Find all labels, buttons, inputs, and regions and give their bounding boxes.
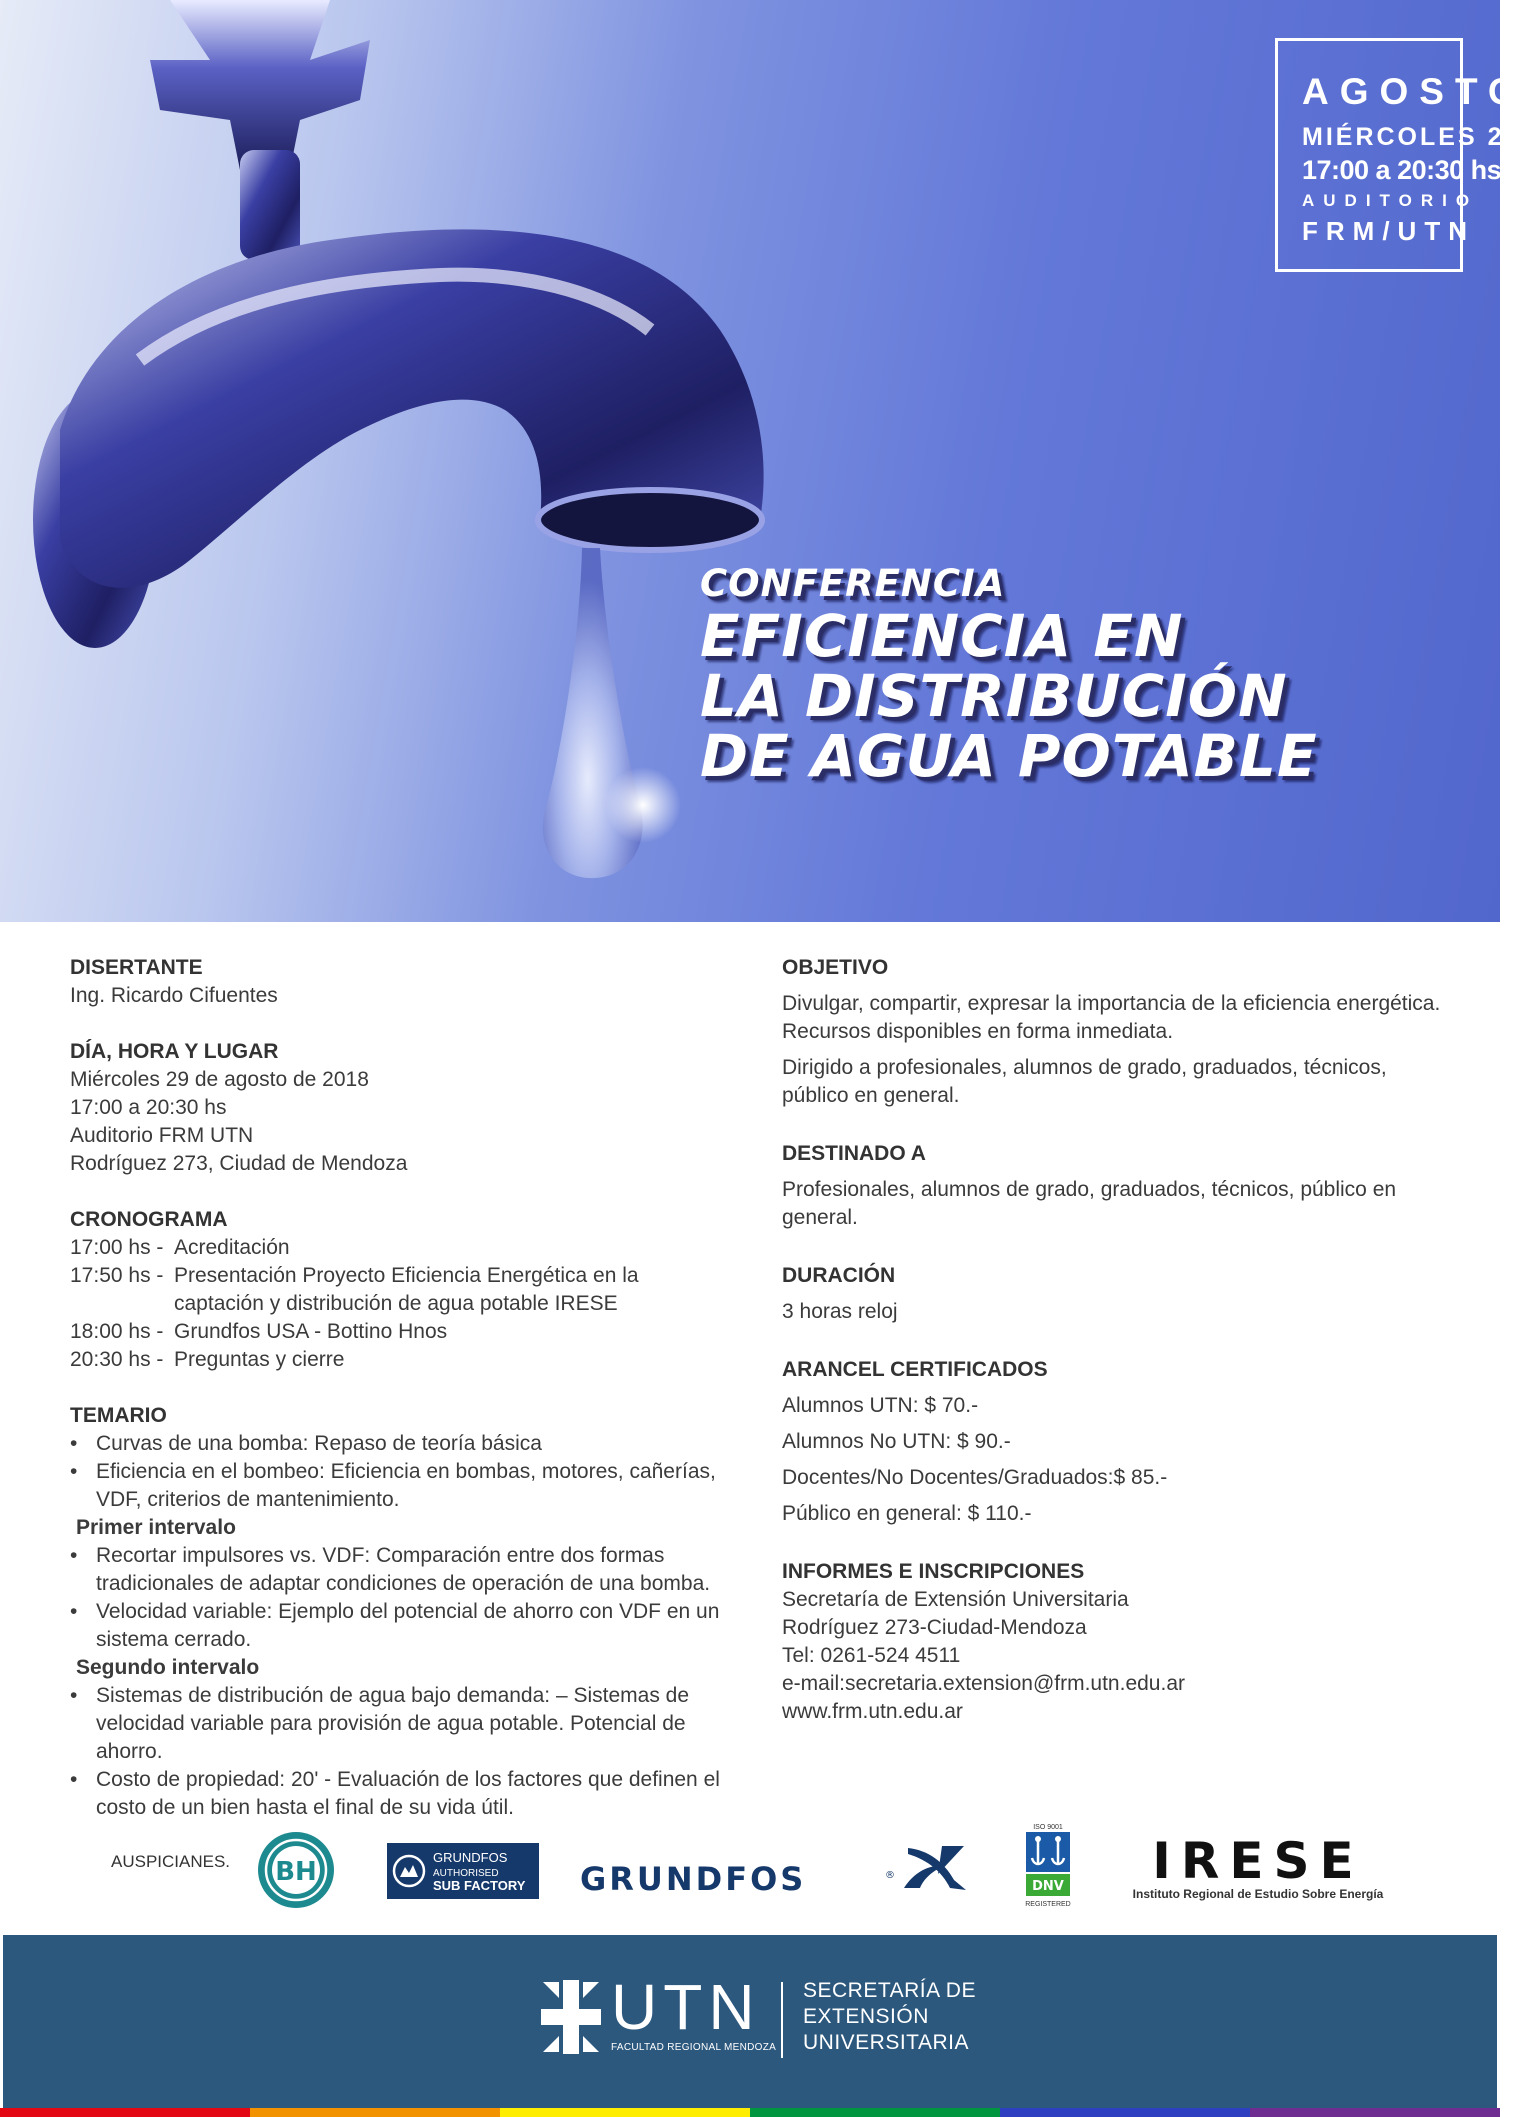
schedule-item bbox=[70, 1262, 720, 1318]
grundfos-logo bbox=[578, 1838, 970, 1900]
fee-item: Público en general: $ 110.- bbox=[782, 1502, 1032, 1525]
event-date-box bbox=[1275, 38, 1528, 272]
contact-phone: Tel: 0261-524 4511 bbox=[782, 1644, 961, 1667]
topics-list-2 bbox=[70, 1542, 720, 1654]
event-time: 17:00 a 20:30 hs bbox=[1302, 155, 1502, 185]
schedule-time: 18:00 hs - bbox=[70, 1320, 164, 1343]
break-label: Primer intervalo bbox=[76, 1516, 236, 1539]
event-month: AGOSTO bbox=[1302, 71, 1528, 112]
topics-section bbox=[70, 1402, 720, 1822]
schedule-time: 20:30 hs - bbox=[70, 1348, 164, 1371]
rainbow-segment bbox=[750, 2108, 1000, 2117]
audience-section bbox=[782, 1140, 1442, 1232]
duration-text: 3 horas reloj bbox=[782, 1300, 898, 1323]
speaker-section bbox=[70, 954, 720, 1010]
event-institution: FRM/UTN bbox=[1302, 216, 1475, 246]
when-where-line: Miércoles 29 de agosto de 2018 bbox=[70, 1068, 369, 1091]
registered-mark: ® bbox=[885, 1870, 895, 1881]
event-place: AUDITORIO bbox=[1302, 191, 1479, 210]
topics-list-3 bbox=[70, 1682, 720, 1822]
badge-line-3: SUB FACTORY bbox=[433, 1878, 526, 1893]
topic-item: • Costo de propiedad: 20' - Evaluación de los factores que definen el costo de un bien hasta el final de su vida útil. bbox=[96, 1766, 720, 1822]
contact-heading: INFORMES E INSCRIPCIONES bbox=[782, 1560, 1085, 1583]
when-where-line: Rodríguez 273, Ciudad de Mendoza bbox=[70, 1152, 408, 1175]
title-line-2: LA DISTRIBUCIÓN bbox=[700, 662, 1288, 730]
contact-website[interactable]: www.frm.utn.edu.ar bbox=[782, 1700, 963, 1723]
objective-section bbox=[782, 954, 1442, 1110]
when-where-line: 17:00 a 20:30 hs bbox=[70, 1096, 227, 1119]
rainbow-segment bbox=[0, 2108, 250, 2117]
schedule-text: Grundfos USA - Bottino Hnos bbox=[174, 1320, 448, 1343]
title-line-1: EFICIENCIA EN bbox=[700, 602, 1184, 670]
irese-subtitle: Instituto Regional de Estudio Sobre Energía bbox=[1132, 1887, 1384, 1901]
topic-item: • Velocidad variable: Ejemplo del potencial de ahorro con VDF en un sistema cerrado. bbox=[96, 1598, 720, 1654]
fee-item: Docentes/No Docentes/Graduados:$ 85.- bbox=[782, 1466, 1168, 1489]
conference-title bbox=[700, 562, 1318, 790]
hero-banner bbox=[0, 0, 1528, 922]
utn-separator bbox=[781, 1982, 783, 2058]
speaker-heading: DISERTANTE bbox=[70, 956, 203, 979]
event-day: MIÉRCOLES 29 bbox=[1302, 123, 1522, 151]
break-label: Segundo intervalo bbox=[76, 1656, 260, 1679]
speaker-name: Ing. Ricardo Cifuentes bbox=[70, 984, 278, 1007]
topic-item: • Eficiencia en el bombeo: Eficiencia en bombas, motores, cañerías, VDF, criterios de mantenimiento. bbox=[96, 1458, 720, 1514]
utn-emblem-icon bbox=[541, 1980, 601, 2054]
dnv-label: DNV bbox=[1032, 1879, 1064, 1894]
grundfos-subfactory-badge bbox=[387, 1843, 539, 1899]
contact-email[interactable]: e-mail:secretaria.extension@frm.utn.edu.ar bbox=[782, 1672, 1185, 1695]
fees-heading: ARANCEL CERTIFICADOS bbox=[782, 1358, 1048, 1381]
topics-heading: TEMARIO bbox=[70, 1404, 167, 1427]
iso-label: ISO 9001 bbox=[1033, 1824, 1063, 1831]
irese-wordmark: IRESE bbox=[1152, 1832, 1364, 1890]
rainbow-segment bbox=[1000, 2108, 1250, 2117]
contact-line: Rodríguez 273-Ciudad-Mendoza bbox=[782, 1616, 1087, 1639]
secretaria-line: UNIVERSITARIA bbox=[803, 2031, 969, 2054]
schedule-time: 17:00 hs - bbox=[70, 1236, 164, 1259]
secretaria-label bbox=[803, 1978, 976, 2056]
schedule-section bbox=[70, 1206, 720, 1374]
rainbow-segment bbox=[500, 2108, 750, 2117]
when-where-heading: DÍA, HORA Y LUGAR bbox=[70, 1040, 279, 1063]
topic-item: • Curvas de una bomba: Repaso de teoría básica bbox=[96, 1430, 720, 1458]
grundfos-wordmark: GRUNDFOS bbox=[580, 1860, 807, 1898]
rainbow-segment bbox=[250, 2108, 500, 2117]
fee-item: Alumnos UTN: $ 70.- bbox=[782, 1394, 979, 1417]
when-where-section bbox=[70, 1038, 720, 1178]
schedule-item bbox=[70, 1346, 720, 1374]
when-where-line: Auditorio FRM UTN bbox=[70, 1124, 254, 1147]
right-column bbox=[782, 954, 1442, 1726]
duration-heading: DURACIÓN bbox=[782, 1264, 896, 1287]
rainbow-strip bbox=[0, 2108, 1500, 2117]
audience-heading: DESTINADO A bbox=[782, 1142, 926, 1165]
schedule-text: Acreditación bbox=[174, 1236, 290, 1259]
contact-line: Secretaría de Extensión Universitaria bbox=[782, 1588, 1129, 1611]
topic-item: • Sistemas de distribución de agua bajo demanda: – Sistemas de velocidad variable para provisión de agua potable. Potencial de ahorro. bbox=[96, 1682, 720, 1766]
schedule-item bbox=[70, 1318, 720, 1346]
objective-heading: OBJETIVO bbox=[782, 956, 889, 979]
topic-item: • Recortar impulsores vs. VDF: Comparación entre dos formas tradicionales de adaptar condiciones de operación de una bomba. bbox=[96, 1542, 720, 1598]
fees-section bbox=[782, 1356, 1442, 1528]
audience-text: Profesionales, alumnos de grado, graduados, técnicos, público en general. bbox=[782, 1178, 1397, 1229]
sponsors-label: AUSPICIANES. bbox=[111, 1852, 231, 1871]
faucet-handle bbox=[150, 0, 370, 170]
light-flare bbox=[605, 767, 681, 843]
bh-logo bbox=[256, 1830, 336, 1910]
title-line-3: DE AGUA POTABLE bbox=[700, 722, 1318, 790]
objective-text: Divulgar, compartir, expresar la importancia de la eficiencia energética. Recursos disponibles en forma inmediata. bbox=[782, 992, 1441, 1043]
objective-text: Dirigido a profesionales, alumnos de grado, graduados, técnicos, público en general. bbox=[782, 1056, 1387, 1107]
fee-item: Alumnos No UTN: $ 90.- bbox=[782, 1430, 1011, 1453]
schedule-text: Presentación Proyecto Eficiencia Energética en la captación y distribución de agua potable IRESE bbox=[174, 1264, 639, 1315]
badge-line-2: AUTHORISED bbox=[433, 1868, 499, 1879]
utn-wordmark: UTN bbox=[611, 1971, 761, 2043]
utn-subtitle: FACULTAD REGIONAL MENDOZA bbox=[611, 2042, 777, 2053]
left-column bbox=[70, 954, 720, 1822]
topics-list-1 bbox=[70, 1430, 720, 1514]
bh-logo-text: BH bbox=[275, 1857, 317, 1887]
rainbow-segment bbox=[1250, 2108, 1500, 2117]
schedule-heading: CRONOGRAMA bbox=[70, 1208, 228, 1231]
irese-logo bbox=[1128, 1832, 1388, 1906]
contact-section bbox=[782, 1558, 1442, 1726]
schedule-text: Preguntas y cierre bbox=[174, 1348, 345, 1371]
registered-label: REGISTERED bbox=[1025, 1901, 1071, 1908]
secretaria-line: SECRETARÍA DE bbox=[803, 1979, 976, 2002]
badge-line-1: GRUNDFOS bbox=[433, 1850, 508, 1865]
conference-kicker: CONFERENCIA bbox=[700, 562, 1006, 605]
dnv-iso-badge bbox=[1022, 1820, 1074, 1910]
schedule-item bbox=[70, 1234, 720, 1262]
duration-section bbox=[782, 1262, 1442, 1326]
secretaria-line: EXTENSIÓN bbox=[803, 2005, 929, 2028]
schedule-time: 17:50 hs - bbox=[70, 1264, 164, 1287]
